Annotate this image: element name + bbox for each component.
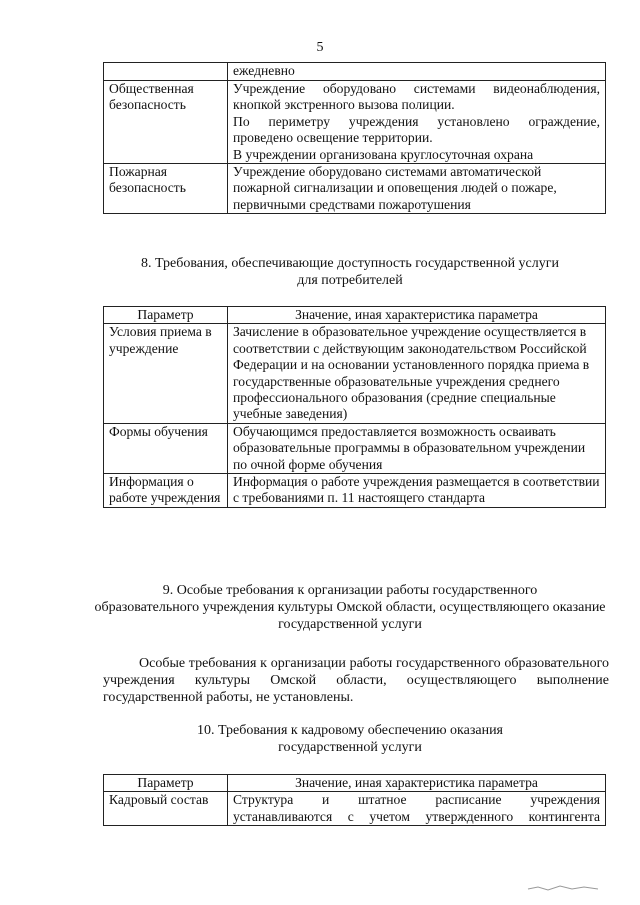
param-cell: Пожарная безопасность <box>104 164 228 214</box>
table-row <box>104 423 606 473</box>
column-header-value: Значение, иная характеристика параметра <box>228 775 606 792</box>
param-cell: Условия приема в учреждение <box>104 324 228 423</box>
value-line: По периметру учреждения установлено ограждение, проведено освещение территории. <box>233 113 600 146</box>
table-row <box>104 164 606 214</box>
value-line: Учреждение оборудовано системами автоматической пожарной сигнализации и оповещения людей о пожаре, первичными средствами пожаротушения <box>233 164 557 212</box>
safety-table <box>103 62 606 214</box>
section8-heading <box>90 256 610 290</box>
value-cell: Информация о работе учреждения размещается в соответствии с требованиями п. 11 настоящего стандарта <box>228 474 606 508</box>
page-number: 5 <box>316 40 324 55</box>
value-cell: Обучающимся предоставляется возможность осваивать образовательные программы в образовательном учреждении по очной форме обучения <box>228 423 606 473</box>
heading-line: 8. Требования, обеспечивающие доступность государственной услуги <box>141 256 559 271</box>
paragraph-text: Особые требования к организации работы государственного образовательного учреждения культуры Омской области, осуществляющего выполнение государственной работы, не установлены. <box>103 656 609 705</box>
staffing-table <box>103 774 606 826</box>
section9-paragraph <box>103 656 609 706</box>
column-header-value: Значение, иная характеристика параметра <box>228 307 606 324</box>
value-line: ежедневно <box>233 63 295 78</box>
table-row <box>104 792 606 826</box>
column-header-param: Параметр <box>104 775 228 792</box>
value-cell <box>228 81 606 164</box>
value-line: Учреждение оборудовано системами видеонаблюдения, кнопкой экстренного вызова полиции. <box>233 81 600 113</box>
heading-line: 9. Особые требования к организации работы государственного <box>162 583 538 598</box>
table-row <box>104 474 606 508</box>
param-cell: Формы обучения <box>104 423 228 473</box>
heading-line: для потребителей <box>297 272 403 288</box>
param-cell: Общественная безопасность <box>104 81 228 164</box>
param-cell: Кадровый состав <box>104 792 228 826</box>
value-line: В учреждении организована круглосуточная охрана <box>233 146 534 162</box>
heading-line: 10. Требования к кадровому обеспечению оказания <box>197 723 503 738</box>
table-header-row <box>104 775 606 792</box>
section10-heading <box>90 723 610 757</box>
table-row <box>104 81 606 164</box>
scan-mark <box>526 883 600 893</box>
value-cell: Структура и штатное расписание учреждения устанавливаются с учетом утвержденного контингента <box>228 792 606 826</box>
column-header-param: Параметр <box>104 307 228 324</box>
param-cell <box>104 63 228 81</box>
heading-line: государственной услуги <box>278 739 422 755</box>
heading-line: государственной услуги <box>278 616 422 632</box>
heading-line: образовательного учреждения культуры Омской области, осуществляющего оказание <box>94 599 606 615</box>
value-cell <box>228 164 606 214</box>
value-cell <box>228 63 606 81</box>
param-cell: Информация о работе учреждения <box>104 474 228 508</box>
accessibility-table <box>103 306 606 508</box>
section9-heading <box>90 583 610 633</box>
table-row <box>104 324 606 423</box>
table-header-row <box>104 307 606 324</box>
value-cell: Зачисление в образовательное учреждение осуществляется в соответствии с действующим законодательством Российской Федерации и на основании установленного порядка приема в государственные образовательные учреждения среднего профессионального образования (средние специальные учебные заведения) <box>228 324 606 423</box>
table-row <box>104 63 606 81</box>
